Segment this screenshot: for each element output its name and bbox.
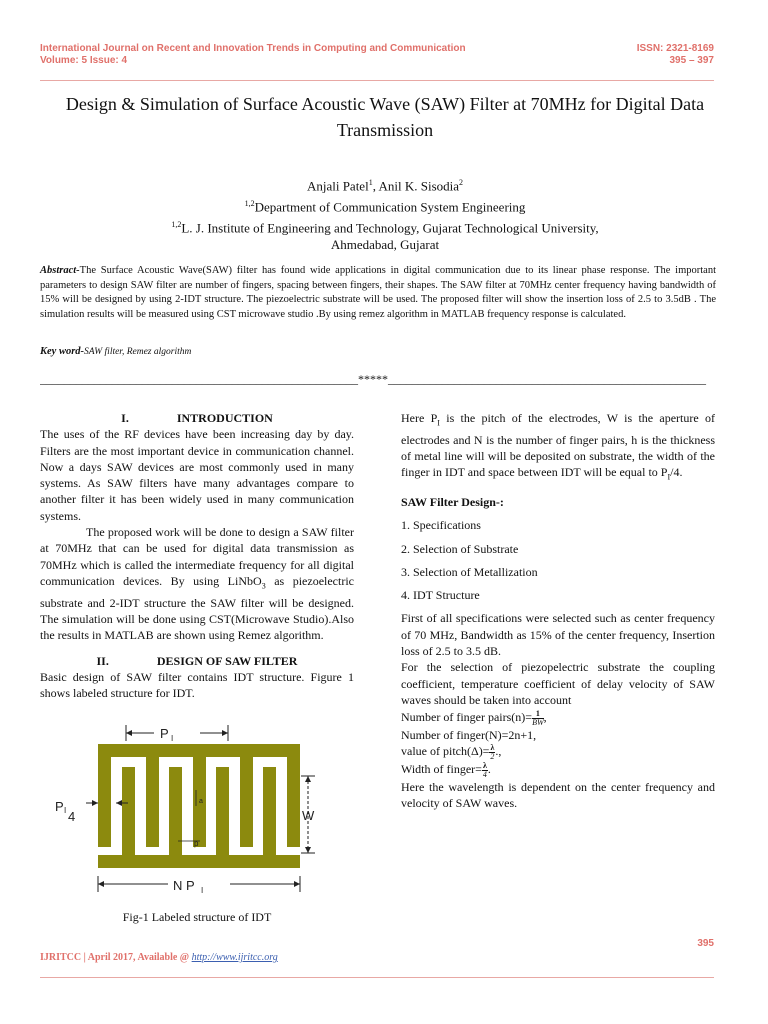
a-label: a: [199, 798, 203, 805]
footer-text: IJRITCC | April 2017, Available @: [40, 952, 192, 963]
quarter-arrowhead-right: [116, 800, 122, 806]
idt-finger: [98, 744, 111, 847]
author-separator: ,: [372, 178, 379, 194]
author-names: [40, 174, 730, 194]
section-2-title: DESIGN OF SAW FILTER: [156, 653, 298, 668]
section-1-title: INTRODUCTION: [176, 411, 273, 425]
design-step-4: 4. IDT Structure: [401, 588, 480, 603]
substrate-paragraph: For the selection of piezopelectric substrate the coupling coefficient, temperature coefficient of delay velocity of SAW waves should be taken into account: [401, 660, 715, 707]
section-separator: _____________________________________________________*****_____________________________________________________: [40, 372, 706, 386]
abstract: [40, 264, 716, 322]
linbo3-subscript: 3: [261, 581, 266, 591]
design-step-1: 1. Specifications: [401, 518, 481, 533]
journal-link[interactable]: http://www.ijritcc.org: [191, 952, 278, 963]
pitch-explanation: [401, 410, 715, 486]
journal-header: [40, 43, 466, 67]
w-label: W: [302, 808, 315, 823]
equation-finger-width: [401, 761, 715, 779]
left-column: [40, 410, 354, 701]
footer-divider: [40, 977, 714, 978]
np-label: N P: [173, 878, 195, 893]
author-2: Anil K. Sisodia: [378, 178, 460, 194]
paper-title: Design & Simulation of Surface Acoustic Wave (SAW) Filter at 70MHz for Digital Data Transmission: [65, 94, 705, 140]
idt-finger: [216, 767, 229, 868]
eq1-fraction: [532, 710, 544, 727]
eq4-tail: .: [487, 762, 491, 777]
affiliation-1-text: Department of Communication System Engineering: [254, 199, 526, 215]
journal-issn-block: [637, 43, 714, 67]
quarter-arrowhead-left: [92, 800, 98, 806]
design-paragraph: Basic design of SAW filter contains IDT structure. Figure 1 shows labeled structure for IDT.: [40, 669, 354, 701]
figure-caption: Fig-1 Labeled structure of IDT: [122, 910, 272, 924]
intro-paragraph-2a: The proposed work will be done to design a SAW filter at 70MHz that can be used for digital data transmission as 70MHz which is called the intermediate frequency for all digital communication devices. By using LiNbO: [40, 525, 354, 588]
quarter-pitch-sub: I: [64, 806, 67, 815]
eq3-label: value of pitch(Δ)=: [401, 744, 490, 759]
pitch-label-sub: I: [171, 734, 174, 743]
affiliation-1: [40, 195, 730, 215]
intro-paragraph-2: [40, 524, 354, 643]
pitch-sub-1: I: [437, 418, 440, 428]
eq3-numerator: λ: [490, 743, 495, 753]
wavelength-paragraph: Here the wavelength is dependent on the center frequency and velocity of SAW waves.: [401, 779, 715, 811]
eq1-label: Number of finger pairs(n)=: [401, 710, 533, 725]
pitch-sub-2: I: [667, 472, 671, 482]
eq4-label: Width of finger=: [401, 762, 482, 777]
keywords-text: SAW filter, Remez algorithm: [84, 347, 192, 357]
section-2-number: II.: [96, 653, 109, 668]
page-number: 395: [697, 938, 714, 949]
pitch-arrowhead-right: [222, 730, 228, 736]
header-divider: [40, 80, 714, 81]
affiliation-2-sup: 1,2: [171, 219, 182, 229]
keywords-label: Key word-: [40, 346, 85, 357]
section-1-number: I.: [121, 411, 129, 425]
w-arrowhead-top: [305, 776, 311, 782]
keywords: [40, 346, 191, 357]
intro-paragraph-2b: as piezoelectric substrate and 2-IDT structure the SAW filter will be designed. The simulation will be done using CST(Microwave Studio).Also the results in MATLAB are shown using Remez algorithm.: [40, 573, 354, 643]
np-label-sub: I: [201, 886, 204, 895]
eq1-denominator: BW: [532, 717, 544, 727]
section-1-heading: [40, 410, 354, 426]
idt-finger: [193, 744, 206, 847]
author-1: Anjali Patel: [306, 178, 369, 194]
journal-volume: Volume: 5 Issue: 4: [40, 55, 128, 66]
idt-finger: [263, 767, 276, 868]
intro-paragraph-1: The uses of the RF devices have been increasing day by day. Filters are the most important device in communication channel. Now a days SAW devices are most commonly used in many systems. As SAW filters have many advantages compare to another filter it has been widely used in many communication systems.: [40, 427, 354, 523]
design-step-2: 2. Selection of Substrate: [401, 541, 519, 556]
pitch-explanation-a: Here P: [401, 411, 438, 425]
abstract-text: The Surface Acoustic Wave(SAW) filter has found wide applications in digital communication due to its linear phase response. The important parameters to design SAW filter are number of fingers, spacing between fingers, their shapes. The SAW filter at 70MHz center frequency having bandwidth of 15% will be designed by using 2-IDT structure. The piezoelectric substrate will be used. The proposed filter will show the insertion loss of 2.5 to 3.5dB . The simulation results will be measured using CST microwave studio .By using remez algorithm in MATLAB frequency response is calculated.: [40, 265, 716, 320]
eq1-numerator: 1: [532, 710, 544, 719]
equation-finger-count: Number of finger(N)=2n+1,: [401, 727, 537, 742]
eq3-tail: .,: [495, 744, 502, 759]
pitch-label: P: [160, 726, 169, 741]
author-1-sup: 1: [368, 178, 373, 187]
idt-finger: [240, 744, 253, 847]
quarter-pitch-den: 4: [68, 809, 76, 824]
w-arrowhead-bottom: [305, 847, 311, 853]
idt-finger: [169, 767, 182, 868]
idt-finger: [146, 744, 159, 847]
quarter-pitch-label: P: [55, 799, 64, 814]
design-step-3: 3. Selection of Metallization: [401, 564, 538, 579]
pitch-arrowhead-left: [126, 730, 132, 736]
idt-finger: [122, 767, 135, 868]
design-heading: SAW Filter Design-:: [401, 494, 504, 509]
np-arrowhead-right: [294, 881, 300, 887]
journal-issn: ISSN: 2321-8169: [636, 43, 714, 54]
p-label: p: [194, 839, 199, 848]
np-arrowhead-left: [98, 881, 104, 887]
affiliation-3: Ahmedabad, Gujarat: [330, 236, 440, 252]
affiliation-2: [40, 216, 730, 236]
eq1-tail: ,: [543, 710, 547, 725]
affiliation-1-sup: 1,2: [244, 199, 255, 209]
eq4-denominator: 4: [482, 769, 487, 779]
equation-pitch: [401, 743, 715, 761]
journal-pages: 395 – 397: [669, 55, 714, 66]
pitch-explanation-b: is the pitch of the electrodes, W is the aperture of electrodes and N is the number of finger pairs, h is the thickness of metal line will will be deposited on substrate, the width of the finger in IDT and space between IDT will be equal to P: [401, 411, 715, 480]
idt-structure-figure: [52, 723, 342, 913]
equation-finger-pairs: [401, 709, 715, 727]
right-column: [401, 410, 715, 811]
eq3-denominator: 2: [490, 752, 495, 762]
author-block: [40, 174, 730, 253]
pitch-explanation-c: /4.: [670, 465, 683, 480]
specification-paragraph: First of all specifications were selected such as center frequency of 70 MHz, Bandwidth as 15% of the center frequency, Insertion loss of 2.5 to 3.5 dB.: [401, 611, 715, 659]
abstract-label: Abstract-: [40, 265, 80, 276]
footer: [40, 952, 278, 963]
eq4-numerator: λ: [482, 760, 487, 770]
affiliation-2-text: L. J. Institute of Engineering and Technology, Gujarat Technological University,: [181, 219, 599, 235]
author-2-sup: 2: [459, 178, 464, 187]
section-2-heading: [40, 653, 354, 669]
idt-finger: [287, 744, 300, 847]
journal-name: International Journal on Recent and Innovation Trends in Computing and Communication: [40, 43, 466, 54]
